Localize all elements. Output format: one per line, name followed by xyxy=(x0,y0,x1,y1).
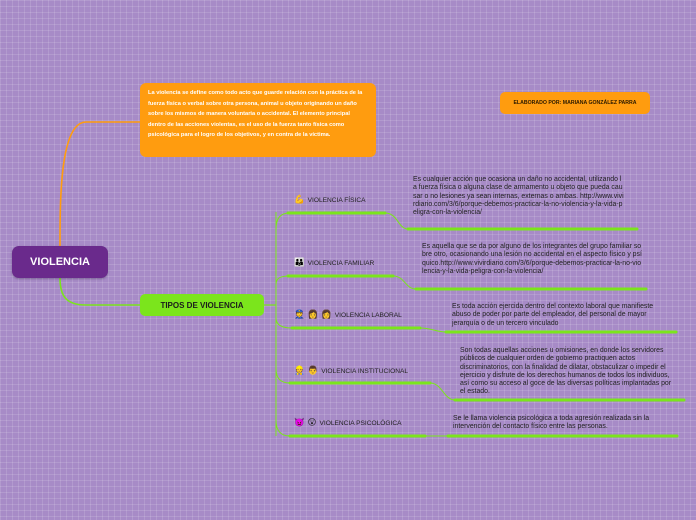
root-node[interactable] xyxy=(12,246,108,278)
branch-violencia-psicologica[interactable] xyxy=(294,418,402,428)
description-text: Son todas aquellas acciones u omisiones, en donde los servidores públicos de cualquier orden de gobierno practiquen actos discriminatorios, con la finalidad de dilatar, obstaculizar o impedir el ejercicio y disfrute de los derechos humanos de todos los individuos, así como su acceso al goce de las diversas políticas implantadas por el estado. xyxy=(460,347,672,396)
types-title: TIPOS DE VIOLENCIA xyxy=(160,300,244,310)
root-title: VIOLENCIA xyxy=(30,256,90,268)
branch-label: VIOLENCIA PSICOLÓGICA xyxy=(319,419,402,427)
author-node[interactable] xyxy=(500,92,650,114)
description-text: Se le llama violencia psicológica a toda agresión realizada sin la intervención del contacto físico entre las personas. xyxy=(453,415,650,431)
description-text: Es aquella que se da por alguno de los integrantes del grupo familiar sobre otro, ocasionando una lesión no accidental en el aspecto físico y psíquico.http://www.vivirdiario.com/3/6/porque-debemos-practicar-la-no-violencia-y-la-vida-peligra-con-la-violencia/ xyxy=(422,243,642,275)
family-icon: 👪 xyxy=(294,258,305,268)
description-violencia-institucional[interactable] xyxy=(460,347,678,397)
shocked-face-icon: 😲 xyxy=(307,418,317,428)
description-text: Es cualquier acción que ocasiona un daño no accidental, utilizando la fuerza física o alguna clase de armamento u objeto que pueda causar o no lesiones ya sean internas, externas o ambas. http://www.vivirdiario.com/3/6/porque-debemos-practicar-la-no-violencia-y-la-vida-peligra-con-la-violencia/ xyxy=(413,176,624,217)
description-text: Es toda acción ejercida dentro del contexto laboral que manifieste abuso de poder por parte del empleador, del personal de mayor jerarquía o de un tercero vinculado xyxy=(452,303,654,327)
woman-worker-icon: 👩 xyxy=(321,310,332,320)
official-icon: 👨 xyxy=(307,366,319,376)
description-violencia-familiar[interactable] xyxy=(422,243,642,276)
office-worker-icon: 👩 xyxy=(307,310,319,320)
branch-label: VIOLENCIA FAMILIAR xyxy=(307,259,375,267)
flexed-biceps-icon: 💪 xyxy=(294,195,305,205)
description-violencia-laboral[interactable] xyxy=(452,303,664,328)
description-violencia-psicologica[interactable] xyxy=(453,415,675,432)
branch-label: VIOLENCIA INSTITUCIONAL xyxy=(321,367,409,375)
rescue-worker-icon: 👷 xyxy=(294,366,305,376)
branch-label: VIOLENCIA LABORAL xyxy=(334,311,402,319)
police-officer-icon: 👮 xyxy=(294,310,305,320)
branch-violencia-fisica[interactable] xyxy=(294,195,366,205)
definition-text: La violencia se define como todo acto que guarde relación con la práctica de la fuerza física o verbal sobre otra persona, animal u objeto originando un daño sobre los mismos de manera voluntaria o accidental. El elemento principal dentro de las acciones violentas, es el uso de la fuerza tanto física como psicológica para el logro de los objetivos, y en contra de la víctima. xyxy=(148,90,363,139)
branch-label: VIOLENCIA FÍSICA xyxy=(307,196,366,204)
branch-violencia-institucional[interactable] xyxy=(294,366,408,376)
description-violencia-fisica[interactable] xyxy=(413,176,625,217)
branch-violencia-laboral[interactable] xyxy=(294,310,402,320)
definition-node[interactable] xyxy=(140,83,376,157)
author-text: ELABORADO POR: MARIANA GONZÁLEZ PARRA xyxy=(513,100,637,106)
branch-violencia-familiar[interactable] xyxy=(294,258,374,268)
angry-face-icon: 👿 xyxy=(294,418,305,428)
types-node[interactable] xyxy=(140,294,264,316)
